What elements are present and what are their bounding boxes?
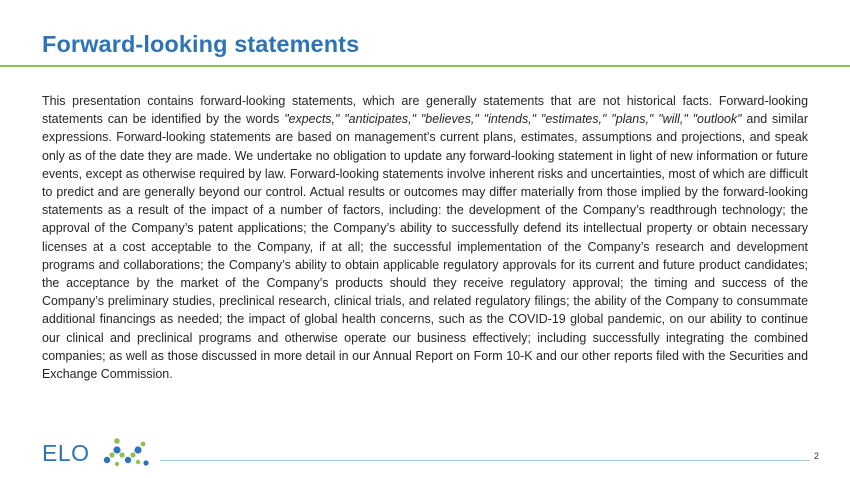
logo-molecule-icon (102, 436, 152, 470)
logo-wordmark: ELO (42, 440, 90, 466)
disclaimer-paragraph (42, 92, 808, 383)
footer-divider (160, 460, 810, 461)
disclaimer-keywords: "expects," "anticipates," "believes," "intends," "estimates," "plans," "will," "outlook" (284, 112, 742, 127)
page-number: 2 (814, 451, 820, 461)
title-divider (0, 65, 850, 67)
company-logo (42, 436, 152, 470)
disclaimer-text-part-2: and similar expressions. Forward-looking statements are based on management's current plans, estimates, assumptions and projections, and speak only as of the date they are made. We undertake no obligation to update any forward-looking statement in light of new information or future events, except as otherwise required by law. Forward-looking statements involve inherent risks and uncertainties, most of which are difficult to predict and are generally beyond our control. Actual results or outcomes may differ materially from those implied by the forward-looking statements as a result of the impact of a number of factors, including: the development of the Company’s readthrough technology; the approval of the Company’s patent applications; the Company’s ability to successfully defend its intellectual property or obtain necessary licenses at a cost acceptable to the Company, if at all; the successful implementation of the Company’s research and development programs and collaborations; the Company’s ability to obtain applicable regulatory approvals for its current and future product candidates; the acceptance by the market of the Company’s products should they receive regulatory approval; the timing and success of the Company’s preliminary studies, preclinical research, clinical trials, and related regulatory filings; the ability of the Company to consummate additional financings as needed; the impact of global health concerns, such as the COVID-19 global pandemic, on our ability to continue our clinical and preclinical programs and otherwise operate our business effectively; including successfully integrating the combined companies; as well as those discussed in more detail in our Annual Report on Form 10-K and our other reports filed with the Securities and Exchange Commission. (42, 112, 808, 382)
disclaimer-text-part-1: This presentation contains forward-looking statements, which are generally statements that are not historical facts. Forward-looking statements can be identified by the words (42, 94, 808, 127)
slide-title: Forward-looking statements (42, 31, 360, 57)
